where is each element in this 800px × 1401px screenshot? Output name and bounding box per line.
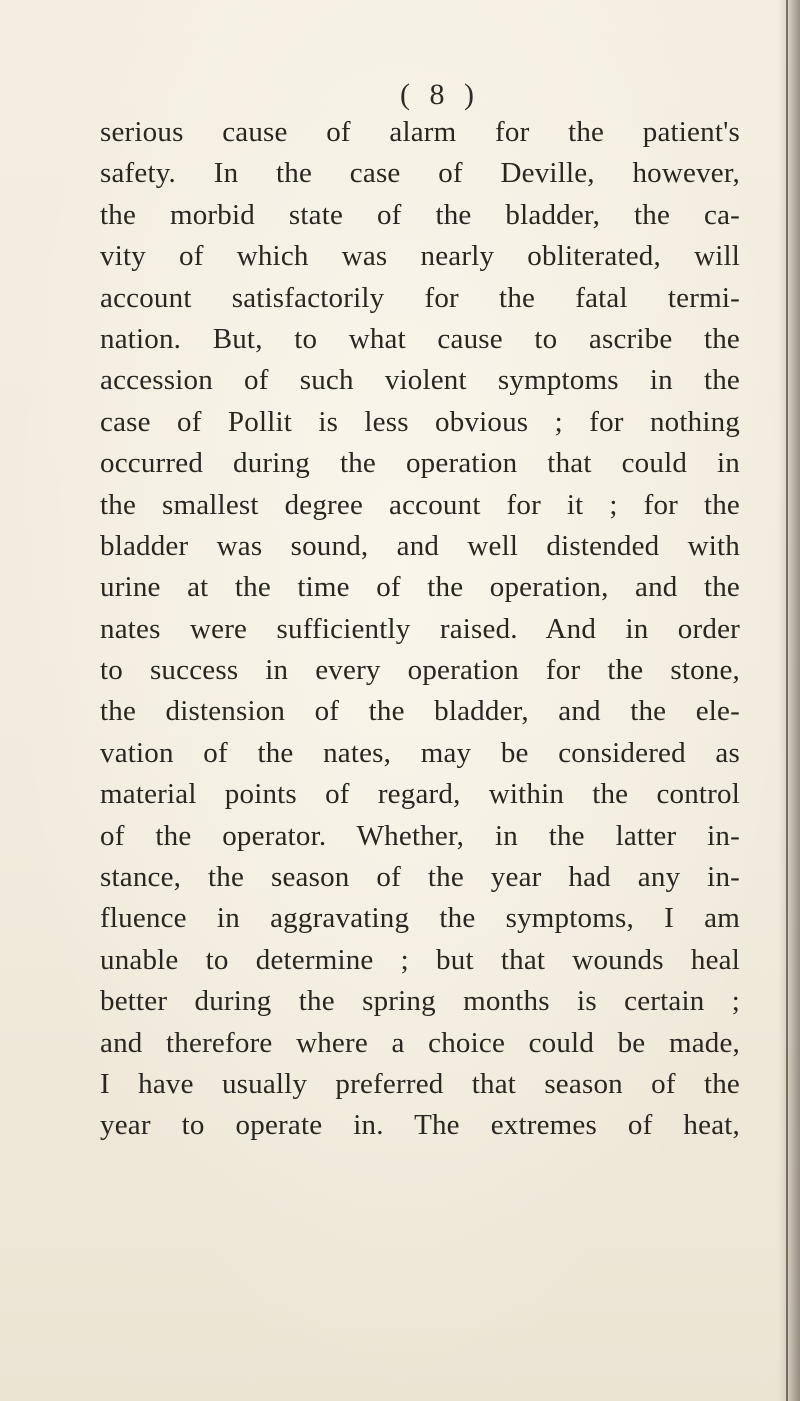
- text-line: safety. In the case of Deville, however,: [100, 157, 740, 190]
- text-line: the smallest degree account for it ; for the: [100, 488, 740, 521]
- text-line: vity of which was nearly obliterated, will: [100, 240, 740, 273]
- text-line: account satisfactorily for the fatal termi-: [100, 281, 740, 314]
- text-line: vation of the nates, may be considered as: [100, 736, 740, 769]
- text-line: urine at the time of the operation, and the: [100, 571, 740, 604]
- text-line: case of Pollit is less obvious ; for nothing: [100, 405, 740, 438]
- text-line: fluence in aggravating the symptoms, I am: [100, 902, 740, 935]
- text-line: I have usually preferred that season of the: [100, 1067, 740, 1100]
- page-number: ( 8 ): [400, 78, 480, 111]
- text-line: nation. But, to what cause to ascribe the: [100, 322, 740, 355]
- text-line: better during the spring months is certain ;: [100, 985, 740, 1018]
- text-line: unable to determine ; but that wounds heal: [100, 943, 740, 976]
- text-line: year to operate in. The extremes of heat,: [100, 1109, 740, 1142]
- text-line: occurred during the operation that could in: [100, 447, 740, 480]
- text-line: serious cause of alarm for the patient's: [100, 116, 740, 148]
- spine-edge: [786, 0, 788, 1401]
- text-line: the distension of the bladder, and the ele-: [100, 695, 740, 728]
- body-text: [100, 112, 740, 1147]
- text-line: to success in every operation for the stone,: [100, 654, 740, 687]
- text-line: and therefore where a choice could be made,: [100, 1026, 740, 1059]
- text-line: accession of such violent symptoms in the: [100, 364, 740, 397]
- text-line: bladder was sound, and well distended with: [100, 529, 740, 562]
- text-line: nates were sufficiently raised. And in order: [100, 612, 740, 645]
- text-line: stance, the season of the year had any in-: [100, 861, 740, 894]
- text-line: material points of regard, within the control: [100, 778, 740, 811]
- spine-shadow: [778, 0, 800, 1401]
- text-line: of the operator. Whether, in the latter in-: [100, 819, 740, 852]
- text-line: the morbid state of the bladder, the ca-: [100, 198, 740, 231]
